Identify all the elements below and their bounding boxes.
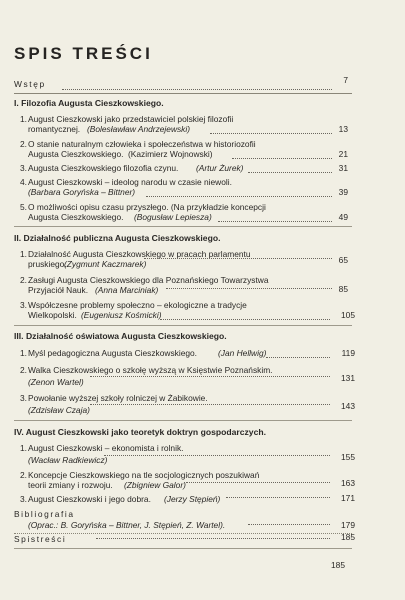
leader-dots	[96, 538, 330, 539]
entry-page: 31	[338, 163, 348, 173]
entry-number: 1.	[20, 443, 27, 453]
entry-number: 3.	[20, 300, 27, 310]
entry-number: 2.	[20, 275, 27, 285]
divider	[14, 420, 352, 421]
entry-title-line: Zasługi Augusta Cieszkowskiego dla Poznańskiego Towarzystwa	[28, 275, 269, 285]
leader-dots	[232, 158, 332, 159]
toc-label: Spistreści	[14, 534, 67, 544]
entry-author: (Jerzy Stępień)	[164, 494, 221, 504]
entry-title-line: Działalność Augusta Cieszkowskiego w pracach parlamentu	[28, 249, 251, 259]
entry-page: 85	[338, 284, 348, 294]
divider	[14, 226, 352, 227]
entry-number: 2.	[20, 365, 27, 375]
entry-author: (Zdzisław Czaja)	[28, 405, 90, 415]
entry-author: (Zygmunt Kaczmarek)	[64, 259, 147, 269]
entry-number: 2.	[20, 139, 27, 149]
entry-title-line: Augusta Cieszkowskiego.	[28, 212, 124, 222]
entry-title-line: O możliwości opisu czasu przyszłego. (Na przykładzie koncepcji	[28, 202, 266, 212]
entry-title-line: O stanie naturalnym człowieka i społeczeństwa w historiozofii	[28, 139, 256, 149]
entry-page: 155	[341, 452, 355, 462]
entry-page: 105	[341, 310, 355, 320]
entry-author: (Zbigniew Galor)	[124, 480, 186, 490]
section-title: IV. August Cieszkowski jako teoretyk doktryn gospodarczych.	[14, 427, 266, 437]
entry-title-line: Współczesne problemy społeczno – ekologiczne a tradycje	[28, 300, 247, 310]
entry-author: (Oprac.: B. Goryńska – Bittner, J. Stępień, Z. Wartel).	[28, 520, 226, 530]
leader-dots	[248, 172, 332, 173]
intro-page: 7	[343, 75, 348, 85]
leader-dots	[210, 133, 332, 134]
entry-title-line: August Cieszkowski jako przedstawiciel polskiej filozofii	[28, 114, 234, 124]
section-title: III. Działalność oświatowa Augusta Cieszkowskiego.	[14, 331, 227, 341]
entry-page: 119	[341, 348, 355, 358]
entry-number: 3.	[20, 163, 27, 173]
entry-page: 21	[338, 149, 348, 159]
leader-dots	[90, 404, 330, 405]
leader-dots	[104, 455, 330, 456]
entry-title-line: August Cieszkowski – ekonomista i rolnik.	[28, 443, 184, 453]
entry-author: (Artur Żurek)	[196, 163, 244, 173]
entry-number: 1.	[20, 114, 27, 124]
entry-title-line: August Cieszkowski i jego dobra.	[28, 494, 151, 504]
entry-title-line: Powołanie wyższej szkoły rolniczej w Żabikowie.	[28, 393, 208, 403]
entry-number: 1.	[20, 249, 27, 259]
entry-number: 4.	[20, 177, 27, 187]
page-title: SPIS TREŚCI	[14, 44, 153, 63]
entry-author: (Jan Hellwig)	[218, 348, 267, 358]
entry-author: (Eugeniusz Kośmicki)	[81, 310, 162, 320]
divider	[14, 325, 352, 326]
entry-author: (Wacław Radkiewicz)	[28, 455, 108, 465]
leader-dots	[62, 89, 332, 90]
leader-dots	[90, 376, 330, 377]
entry-title-line: Walka Cieszkowskiego o szkołę wyższą w Księstwie Poznańskim.	[28, 365, 273, 375]
entry-author: (Bogusław Lepiesza)	[134, 212, 212, 222]
entry-author: (Kazimierz Wojnowski)	[128, 149, 213, 159]
entry-author: (Bolesławław Andrzejewski)	[87, 124, 191, 134]
entry-title-line: August Cieszkowski – ideolog narodu w czasie niewoli.	[28, 177, 232, 187]
intro-label: Wstęp	[14, 79, 46, 89]
entry-title-line: romantycznej.	[28, 124, 81, 134]
entry-title-line: Augusta Cieszkowskiego.	[28, 149, 124, 159]
entry-number: 1.	[20, 348, 27, 358]
page-number: 185	[331, 560, 345, 570]
leader-dots	[160, 319, 330, 320]
entry-page: 179	[341, 520, 355, 530]
entry-author: (Zenon Wartel)	[28, 377, 84, 387]
entry-page: 13	[338, 124, 348, 134]
entry-page: 163	[341, 478, 355, 488]
entry-page: 49	[338, 212, 348, 222]
entry-title-line: Koncepcje Cieszkowskiego na tle socjologicznych poszukiwań	[28, 470, 260, 480]
entry-page: 131	[341, 373, 355, 383]
entry-page: 39	[338, 187, 348, 197]
bibliography-label: Bibliografia	[14, 509, 75, 519]
entry-author: (Barbara Goryńska – Bittner)	[28, 187, 136, 197]
entry-page: 185	[341, 532, 355, 542]
entry-title-line: Myśl pedagogiczna Augusta Cieszkowskiego.	[28, 348, 197, 358]
entry-page: 143	[341, 401, 355, 411]
entry-number: 5.	[20, 202, 27, 212]
entry-number: 3.	[20, 393, 27, 403]
entry-title-line: Przyjaciół Nauk.	[28, 285, 89, 295]
leader-dots	[266, 357, 330, 358]
section-title: I. Filozofia Augusta Cieszkowskiego.	[14, 98, 164, 108]
leader-dots	[186, 482, 330, 483]
entry-title-line: teorii zmiany i rozwoju.	[28, 480, 113, 490]
entry-number: 3.	[20, 494, 27, 504]
entry-number: 2.	[20, 470, 27, 480]
leader-dots	[146, 196, 332, 197]
divider	[14, 93, 352, 94]
entry-author: (Anna Marciniak)	[95, 285, 159, 295]
leader-dots	[226, 497, 330, 498]
entry-page: 65	[338, 255, 348, 265]
leader-dots	[144, 258, 332, 259]
leader-dots	[218, 221, 332, 222]
divider	[14, 548, 352, 549]
entry-title-line: pruskiego.	[28, 259, 67, 269]
entry-title-line: Augusta Cieszkowskiego filozofia czynu.	[28, 163, 179, 173]
entry-page: 171	[341, 493, 355, 503]
entry-title-line: Wielkopolski.	[28, 310, 77, 320]
section-title: II. Działalność publiczna Augusta Cieszkowskiego.	[14, 233, 221, 243]
leader-dots	[248, 524, 330, 525]
leader-dots	[166, 288, 332, 289]
